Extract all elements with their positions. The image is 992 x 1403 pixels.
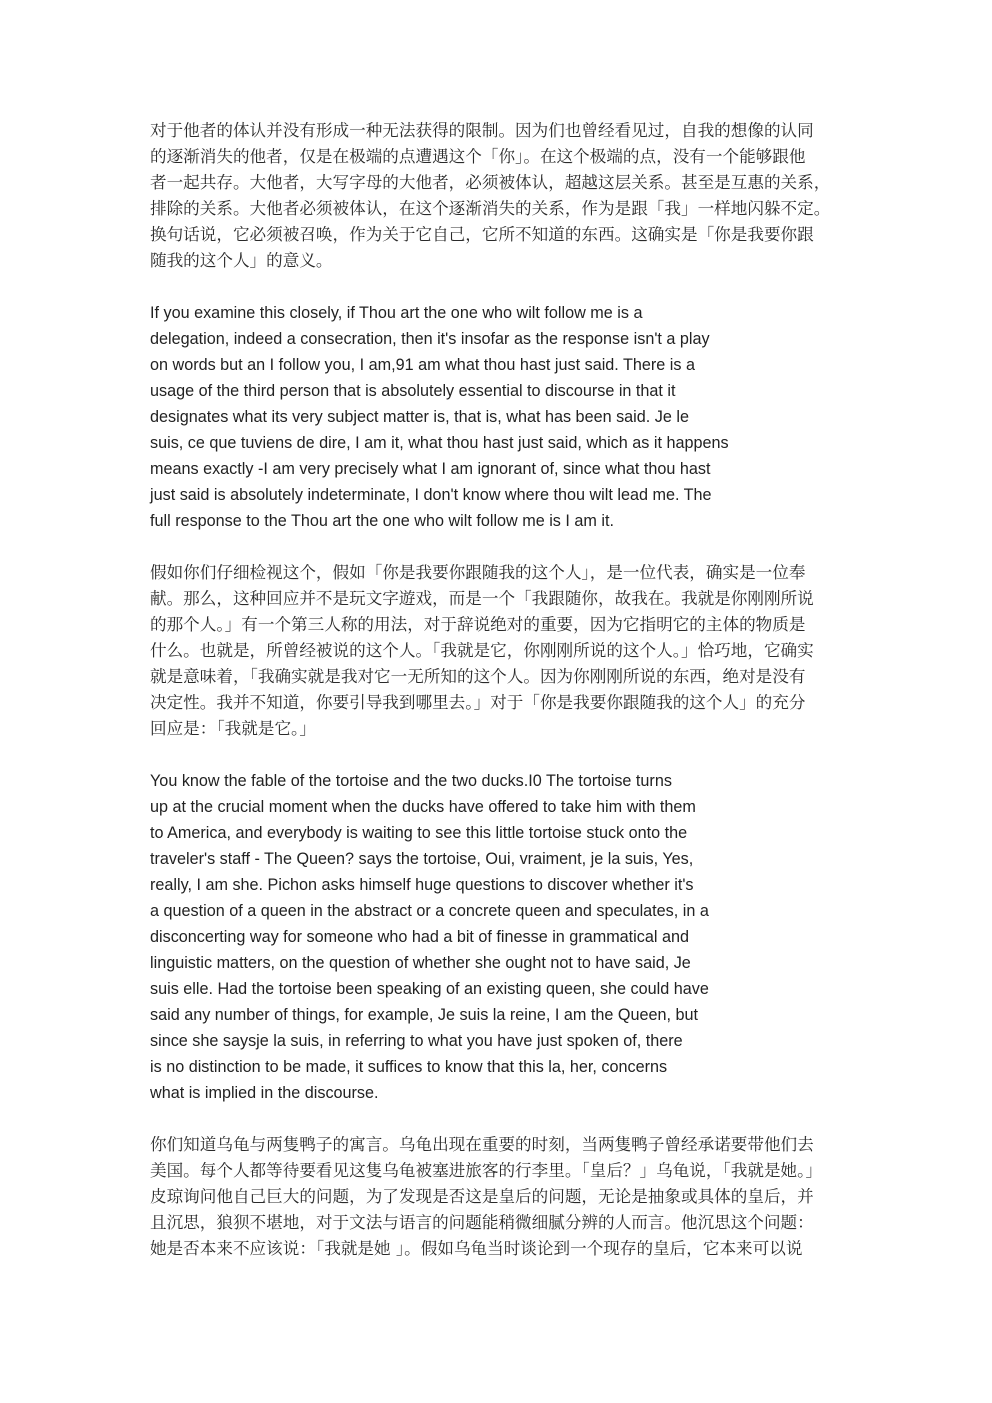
text-line: since she saysje la suis, in referring to what you have just spoken of, there bbox=[150, 1032, 683, 1050]
paragraph-en-2 bbox=[150, 768, 845, 1106]
text-line: what is implied in the discourse. bbox=[150, 1084, 379, 1102]
text-line: 对于他者的体认并没有形成一种无法获得的限制。因为们也曾经看见过，自我的想像的认同 bbox=[150, 121, 814, 140]
text-line: said any number of things, for example, Je suis la reine, I am the Queen, but bbox=[150, 1006, 698, 1024]
text-line: 就是意味着，「我确实就是我对它一无所知的这个人。因为你刚刚所说的东西，绝对是没有 bbox=[150, 667, 806, 686]
text-line: 换句话说，它必须被召唤，作为关于它自己，它所不知道的东西。这确实是「你是我要你跟 bbox=[150, 225, 814, 244]
paragraph-zh-1 bbox=[150, 118, 845, 274]
text-line: If you examine this closely, if Thou art the one who wilt follow me is a bbox=[150, 304, 643, 322]
text-line: just said is absolutely indeterminate, I don't know where thou wilt lead me. The bbox=[150, 486, 712, 504]
text-line: a question of a queen in the abstract or a concrete queen and speculates, in a bbox=[150, 902, 709, 920]
text-line: 什么。也就是，所曾经被说的这个人。「我就是它，你刚刚所说的这个人。」恰巧地，它确实 bbox=[150, 641, 814, 660]
text-line: 随我的这个人」的意义。 bbox=[150, 251, 333, 270]
text-line: linguistic matters, on the question of whether she ought not to have said, Je bbox=[150, 954, 691, 972]
text-line: means exactly -I am very precisely what I am ignorant of, since what thou hast bbox=[150, 460, 711, 478]
text-line: 美国。每个人都等待要看见这隻乌龟被塞进旅客的行李里。「皇后？」乌龟说，「我就是她。」 bbox=[150, 1161, 823, 1180]
text-line: usage of the third person that is absolutely essential to discourse in that it bbox=[150, 382, 676, 400]
text-line: You know the fable of the tortoise and the two ducks.I0 The tortoise turns bbox=[150, 772, 672, 790]
text-line: suis, ce que tuviens de dire, I am it, what thou hast just said, which as it happens bbox=[150, 434, 729, 452]
text-line: 的逐渐消失的他者，仅是在极端的点遭遇这个「你」。在这个极端的点，没有一个能够跟他 bbox=[150, 147, 806, 166]
text-line: disconcerting way for someone who had a bit of finesse in grammatical and bbox=[150, 928, 689, 946]
text-line: on words but an I follow you, I am,91 am what thou hast just said. There is a bbox=[150, 356, 695, 374]
text-line: really, I am she. Pichon asks himself huge questions to discover whether it's bbox=[150, 876, 694, 894]
text-line: 你们知道乌龟与两隻鸭子的寓言。乌龟出现在重要的时刻，当两隻鸭子曾经承诺要带他们去 bbox=[150, 1135, 814, 1154]
text-line: 皮琼询问他自己巨大的问题，为了发现是否这是皇后的问题，无论是抽象或具体的皇后，并 bbox=[150, 1187, 814, 1206]
text-line: delegation, indeed a consecration, then it's insofar as the response isn't a play bbox=[150, 330, 710, 348]
text-line: suis elle. Had the tortoise been speaking of an existing queen, she could have bbox=[150, 980, 709, 998]
paragraph-en-1 bbox=[150, 300, 845, 534]
text-line: 且沉思，狼狈不堪地，对于文法与语言的问题能稍微细腻分辨的人而言。他沉思这个问题： bbox=[150, 1213, 814, 1232]
text-line: 排除的关系。大他者必须被体认，在这个逐渐消失的关系，作为是跟「我」一样地闪躲不定。 bbox=[150, 199, 831, 218]
document-page bbox=[150, 118, 845, 1288]
text-line: 的那个人。」有一个第三人称的用法，对于辞说绝对的重要，因为它指明它的主体的物质是 bbox=[150, 615, 806, 634]
text-line: to America, and everybody is waiting to see this little tortoise stuck onto the bbox=[150, 824, 688, 842]
text-line: 决定性。我并不知道，你要引导我到哪里去。」对于「你是我要你跟随我的这个人」的充分 bbox=[150, 693, 806, 712]
text-line: up at the crucial moment when the ducks have offered to take him with them bbox=[150, 798, 696, 816]
paragraph-zh-2 bbox=[150, 560, 845, 742]
text-line: traveler's staff - The Queen? says the tortoise, Oui, vraiment, je la suis, Yes, bbox=[150, 850, 694, 868]
text-line: full response to the Thou art the one who wilt follow me is I am it. bbox=[150, 512, 614, 530]
text-line: 献。那么，这种回应并不是玩文字遊戏，而是一个「我跟随你，故我在。我就是你刚刚所说 bbox=[150, 589, 814, 608]
text-line: 她是否本来不应该说：「我就是她 」。假如乌龟当时谈论到一个现存的皇后，它本来可以说 bbox=[150, 1239, 803, 1258]
text-line: 回应是：「我就是它。」 bbox=[150, 719, 316, 738]
text-line: 者一起共存。大他者，大写字母的大他者，必须被体认，超越这层关系。甚至是互惠的关系， bbox=[150, 173, 831, 192]
paragraph-zh-3 bbox=[150, 1132, 845, 1262]
text-line: 假如你们仔细检视这个，假如「你是我要你跟随我的这个人」，是一位代表，确实是一位奉 bbox=[150, 563, 806, 582]
text-line: is no distinction to be made, it suffices to know that this la, her, concerns bbox=[150, 1058, 668, 1076]
text-line: designates what its very subject matter is, that is, what has been said. Je le bbox=[150, 408, 689, 426]
